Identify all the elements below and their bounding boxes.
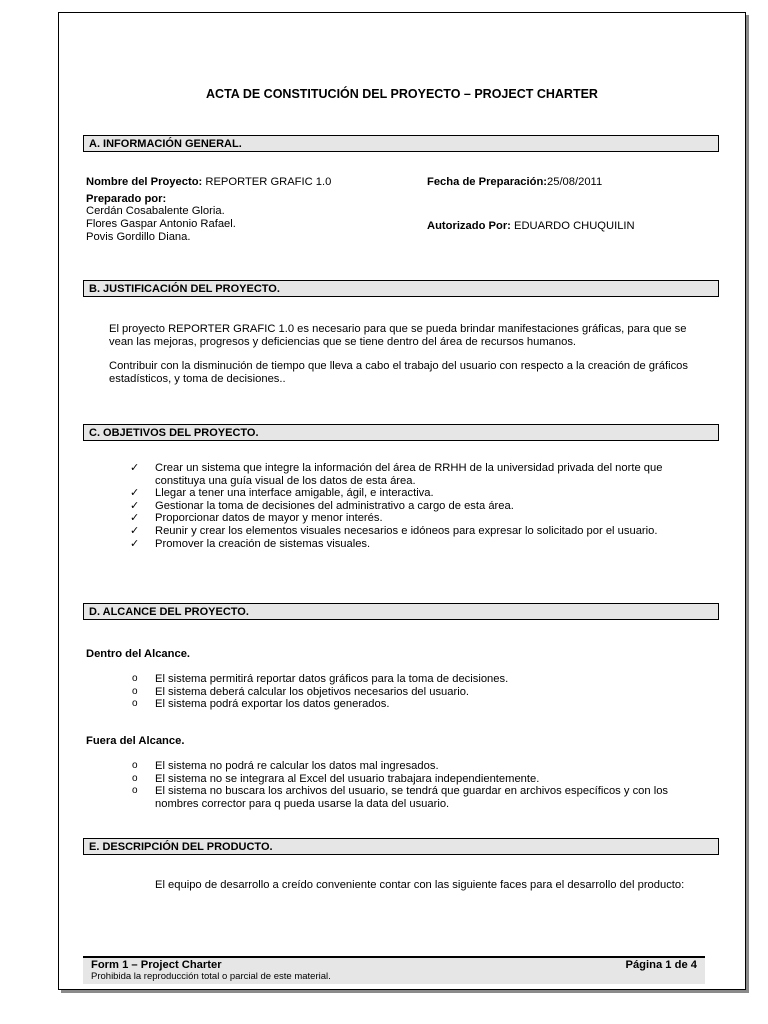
checkmark-icon: ✓ [130,499,140,512]
preparation-date-label: Fecha de Preparación: [427,176,547,188]
circle-bullet-icon: o [132,760,138,771]
project-name-field [86,176,331,189]
paragraph-line: El proyecto REPORTER GRAFIC 1.0 es necesario para que se pueda brindar manifestaciones gráficas, para que se [109,323,687,335]
checkmark-icon: ✓ [130,487,140,500]
justification-paragraph-1 [109,323,719,348]
checkmark-icon: ✓ [130,524,140,537]
list-item: ✓ Crear un sistema que integre la información del área de RRHH de la universidad privada del norte que [130,462,663,474]
footer-page-number: Página 1 de 4 [625,959,697,971]
circle-bullet-icon: o [132,772,138,784]
checkmark-icon: ✓ [130,512,140,525]
in-scope-list [132,673,715,711]
authorized-by-value: EDUARDO CHUQUILIN [510,220,635,232]
section-header-justification: B. JUSTIFICACIÓN DEL PROYECTO. [83,280,719,297]
preparer-name: Povis Gordillo Diana. [86,231,191,243]
out-of-scope-list [132,760,715,810]
project-name-label: Nombre del Proyecto: [86,176,203,188]
list-item: o El sistema no podrá re calcular los datos mal ingresados. [132,760,439,772]
project-name-value: REPORTER GRAFIC 1.0 [202,176,332,188]
list-item: ✓ Gestionar la toma de decisiones del administrativo a cargo de esta área. [130,499,514,512]
authorized-by-field [427,220,635,233]
section-header-general-info: A. INFORMACIÓN GENERAL. [83,135,719,152]
section-header-scope: D. ALCANCE DEL PROYECTO. [83,603,719,620]
list-item: ✓ Proporcionar datos de mayor y menor interés. [130,512,383,525]
circle-bullet-icon: o [132,673,138,684]
paragraph-line: Contribuir con la disminución de tiempo que lleva a cabo el trabajo del usuario con respecto a la creación de gráficos [109,360,688,372]
preparation-date-value: 25/08/2011 [547,176,603,188]
list-item: o El sistema no se integrara al Excel del usuario trabajara independientemente. [132,772,540,785]
checkmark-icon: ✓ [130,462,140,474]
in-scope-label: Dentro del Alcance. [86,648,191,660]
preparation-date-field [427,176,602,189]
list-item: o El sistema no buscara los archivos del usuario, se tendrá que guardar en archivos específicos y con los [132,785,669,798]
prepared-by-label: Preparado por: [86,193,167,205]
authorized-by-label: Autorizado Por: [427,220,511,232]
list-item: ✓ Promover la creación de sistemas visuales. [130,537,371,550]
list-item: o El sistema permitirá reportar datos gráficos para la toma de decisiones. [132,673,509,685]
list-item-continuation: nombres corrector para q pueda usarse la data del usuario. [155,797,450,810]
paragraph-line: vean las mejoras, progresos y deficiencias que se tiene dentro del área de recursos humanos. [109,335,577,348]
footer-copyright-notice: Prohibida la reproducción total o parcial de este material. [91,971,331,982]
list-item: o El sistema podrá exportar los datos generados. [132,698,390,711]
objectives-list [130,462,715,550]
section-header-product-description: E. DESCRIPCIÓN DEL PRODUCTO. [83,838,719,855]
preparer-name: Flores Gaspar Antonio Rafael. [86,218,236,230]
footer-form-name: Form 1 – Project Charter [91,959,222,971]
preparer-name: Cerdán Cosabalente Gloria. [86,205,225,217]
checkmark-icon: ✓ [130,537,140,550]
circle-bullet-icon: o [132,785,138,797]
product-description-text: El equipo de desarrollo a creído conveniente contar con las siguiente faces para el desarrollo del producto: [155,879,685,891]
justification-paragraph-2 [109,360,719,385]
section-header-objectives: C. OBJETIVOS DEL PROYECTO. [83,424,719,441]
paragraph-line: estadísticos, y toma de decisiones.. [109,372,286,385]
list-item: ✓ Llegar a tener una interface amigable, ágil, e interactiva. [130,487,434,500]
document-page [58,12,746,990]
circle-bullet-icon: o [132,698,138,710]
list-item: ✓ Reunir y crear los elementos visuales necesarios e idóneos para expresar lo solicitado por el usuario. [130,524,658,537]
out-of-scope-label: Fuera del Alcance. [86,735,185,747]
circle-bullet-icon: o [132,685,138,697]
page-footer [83,958,705,984]
document-title: ACTA DE CONSTITUCIÓN DEL PROYECTO – PROJECT CHARTER [206,87,598,101]
list-item-continuation: constituya una guía visual de los datos de esta área. [155,474,416,487]
list-item: o El sistema deberá calcular los objetivos necesarios del usuario. [132,685,470,698]
